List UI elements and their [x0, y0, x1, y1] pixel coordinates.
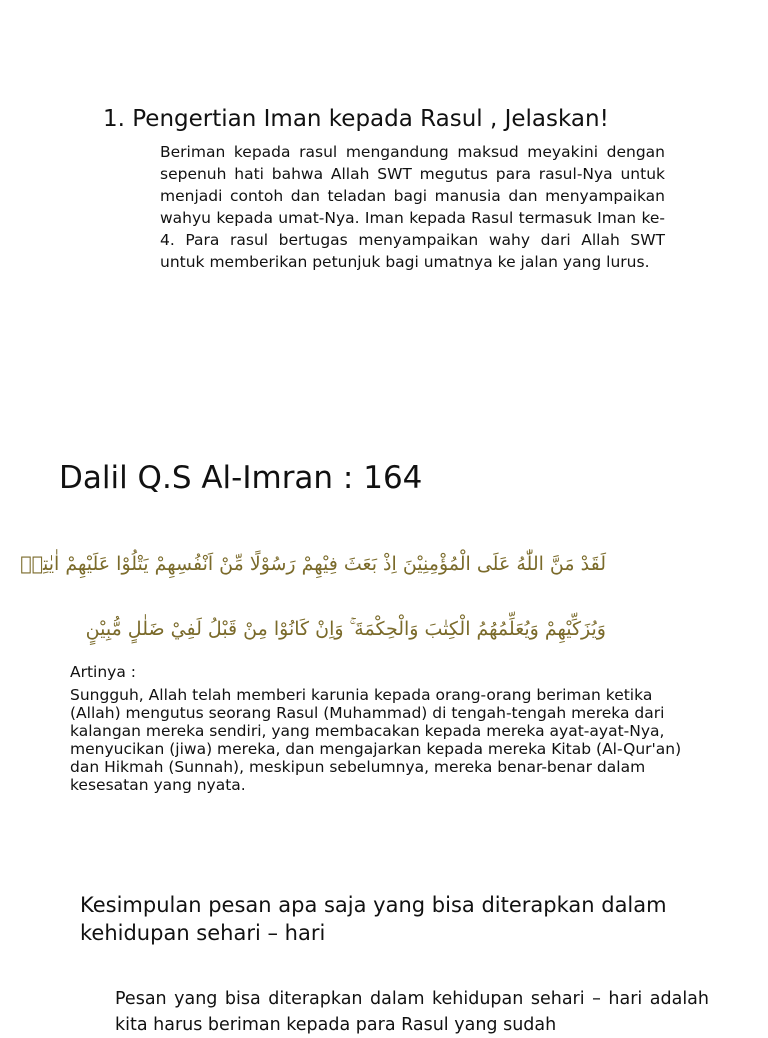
arabic-verse-line-2: وَيُزَكِّيْهِمْ وَيُعَلِّمُهُمُ الْكِتٰبَ وَالْحِكْمَةَ ۚ وَاِنْ كَانُوْا مِنْ قَبْلُ لَفِيْ ضَلٰلٍ مُّبِيْنٍ — [85, 618, 606, 640]
conclusion-body: Pesan yang bisa diterapkan dalam kehidupan sehari – hari adalah kita harus beriman kepada para Rasul yang sudah — [115, 989, 709, 1035]
section-1-body: Beriman kepada rasul mengandung maksud meyakini dengan sepenuh hati bahwa Allah SWT megutus para rasul-Nya untuk menjadi contoh dan teladan bagi manusia dan menyampaikan wahyu kepada umat-Nya. Iman kepada Rasul termasuk Iman ke- 4. Para rasul bertugas menyampaikan wahy dari Allah SWT untuk memberikan petunjuk bagi umatnya ke jalan yang lurus. — [160, 143, 665, 271]
dalil-heading: Dalil Q.S Al-Imran : 164 — [59, 460, 423, 496]
section-1-heading: 1. Pengertian Iman kepada Rasul , Jelaskan! — [103, 106, 609, 132]
translation-label: Artinya : — [70, 663, 137, 681]
conclusion-heading: Kesimpulan pesan apa saja yang bisa diterapkan dalam kehidupan sehari – hari — [80, 893, 667, 945]
translation-text: Sungguh, Allah telah memberi karunia kepada orang-orang beriman ketika (Allah) mengutus seorang Rasul (Muhammad) di tengah-tengah mereka dari kalangan mereka sendiri, yang membacakan kepada mereka ayat-ayat-Nya, menyucikan (jiwa) mereka, dan mengajarkan kepada mereka Kitab (Al-Qur'an) dan Hikmah (Sunnah), meskipun sebelumnya, mereka benar-benar dalam kesesatan yang nyata. — [70, 686, 682, 794]
arabic-verse-line-1: لَقَدْ مَنَّ اللّٰهُ عَلَى الْمُؤْمِنِيْنَ اِذْ بَعَثَ فِيْهِمْ رَسُوْلًا مِّنْ اَنْفُسِهِمْ يَتْلُوْا عَلَيْهِمْ اٰيٰتِهٖ — [20, 553, 606, 575]
